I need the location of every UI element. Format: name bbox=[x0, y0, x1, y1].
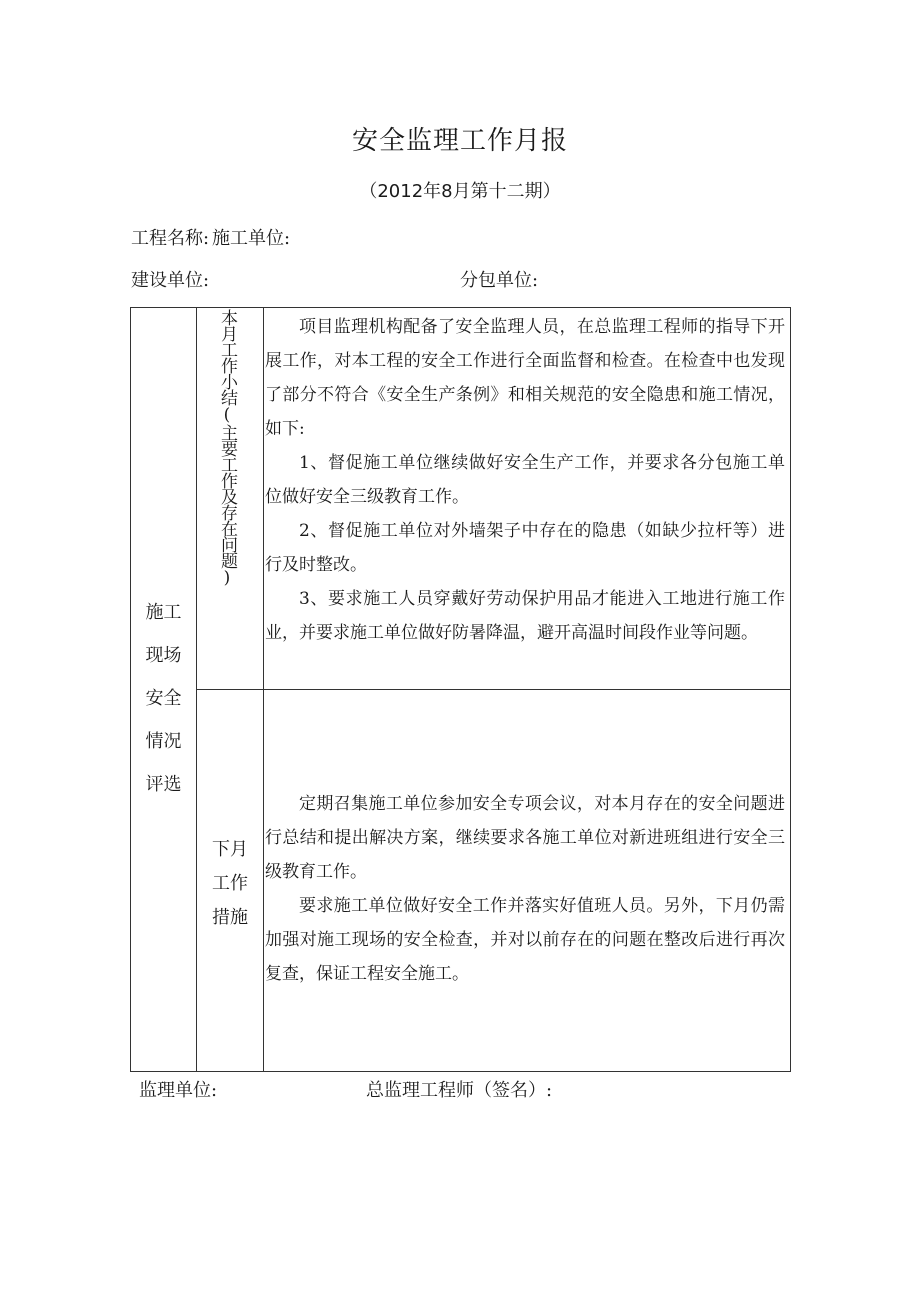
next-month-measures-content bbox=[265, 787, 785, 991]
summary-paragraph: 1、督促施工单位继续做好安全生产工作，并要求各分包施工单位做好安全三级教育工作。 bbox=[265, 453, 785, 507]
owner-unit-label: 建设单位: bbox=[131, 270, 210, 291]
row-header-site-safety: 施工 现场 安全 情况 评选 bbox=[145, 602, 182, 795]
supervision-unit-label: 监理单位: bbox=[139, 1080, 218, 1101]
chief-engineer-signature-label: 总监理工程师（签名）: bbox=[366, 1080, 553, 1101]
measures-paragraph: 定期召集施工单位参加安全专项会议，对本月存在的安全问题进行总结和提出解决方案，继续要求各施工单位对新进班组进行安全三级教育工作。 bbox=[265, 794, 785, 882]
table-right-border bbox=[790, 307, 791, 1072]
subcontractor-label: 分包单位: bbox=[460, 270, 539, 291]
column-divider-2 bbox=[263, 307, 264, 1072]
next-month-measures-label: 下月 工作 措施 bbox=[212, 839, 248, 928]
monthly-summary-content bbox=[265, 310, 785, 650]
report-period: （2012年8月第十二期） bbox=[359, 181, 561, 202]
monthly-summary-label: 本月工作小结(主要工作及存在问题) bbox=[217, 309, 237, 587]
row-divider bbox=[197, 689, 791, 690]
summary-paragraph: 3、要求施工人员穿戴好劳动保护用品才能进入工地进行施工作业，并要求施工单位做好防暑降温，避开高温时间段作业等问题。 bbox=[265, 589, 785, 643]
table-bottom-border bbox=[130, 1071, 791, 1072]
measures-paragraph: 要求施工单位做好安全工作并落实好值班人员。另外，下月仍需加强对施工现场的安全检查，并对以前存在的问题在整改后进行再次复查，保证工程安全施工。 bbox=[265, 896, 785, 984]
project-name-label: 工程名称: bbox=[131, 228, 210, 249]
summary-paragraph: 2、督促施工单位对外墙架子中存在的隐患（如缺少拉杆等）进行及时整改。 bbox=[265, 521, 785, 575]
construction-unit-label: 施工单位: bbox=[212, 228, 291, 249]
summary-paragraph: 项目监理机构配备了安全监理人员，在总监理工程师的指导下开展工作，对本工程的安全工作进行全面监督和检查。在检查中也发现了部分不符合《安全生产条例》和相关规范的安全隐患和施工情况，如下: bbox=[265, 317, 785, 439]
table-top-border bbox=[130, 307, 791, 308]
page-title: 安全监理工作月报 bbox=[351, 126, 568, 156]
